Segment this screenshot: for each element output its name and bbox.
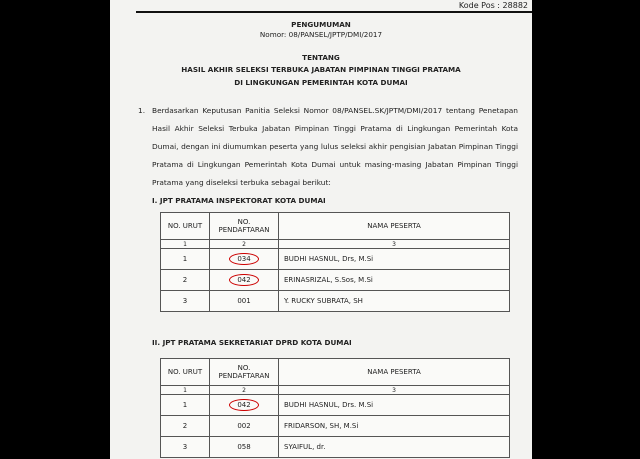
subject-line-1: HASIL AKHIR SELEKSI TERBUKA JABATAN PIMPINAN TINGGI PRATAMA (181, 65, 461, 74)
header-divider (136, 11, 532, 13)
table-row (161, 270, 510, 291)
section-2-heading: II. JPT PRATAMA SEKRETARIAT DPRD KOTA DUMAI (152, 338, 352, 347)
circled-reg-number: 042 (229, 399, 258, 411)
row-name: BUDHI HASNUL, Drs, M.Si (279, 249, 510, 270)
row-no: 3 (161, 437, 210, 458)
col-index: 2 (210, 386, 279, 395)
row-no: 1 (161, 249, 210, 270)
row-no: 1 (161, 395, 210, 416)
paragraph-number: 1. (138, 106, 146, 115)
table-row (161, 416, 510, 437)
row-name: ERINASRIZAL, S.Sos, M.Si (279, 270, 510, 291)
col-index: 3 (279, 386, 510, 395)
subject-line-2: DI LINGKUNGAN PEMERINTAH KOTA DUMAI (234, 78, 408, 87)
table-row (161, 395, 510, 416)
tentang-label: TENTANG (302, 53, 340, 62)
row-name: Y. RUCKY SUBRATA, SH (279, 291, 510, 312)
circled-reg-number: 034 (229, 253, 258, 265)
section-1-heading: I. JPT PRATAMA INSPEKTORAT KOTA DUMAI (152, 196, 326, 205)
row-reg: 002 (210, 416, 279, 437)
table-row (161, 437, 510, 458)
col-no-urut: NO. URUT (161, 213, 210, 240)
row-reg: 001 (210, 291, 279, 312)
row-name: SYAIFUL, dr. (279, 437, 510, 458)
col-nama: NAMA PESERTA (279, 213, 510, 240)
paragraph-1 (138, 102, 518, 192)
col-no-pendaftaran: NO. PENDAFTARAN (210, 359, 279, 386)
postal-code: Kode Pos : 28882 (458, 1, 528, 10)
circled-reg-number: 042 (229, 274, 258, 286)
row-no: 3 (161, 291, 210, 312)
col-index: 2 (210, 240, 279, 249)
col-index: 1 (161, 386, 210, 395)
col-no-pendaftaran: NO. PENDAFTARAN (210, 213, 279, 240)
table-row (161, 249, 510, 270)
paragraph-text: Berdasarkan Keputusan Panitia Seleksi Nomor 08/PANSEL.SK/JPTM/DMI/2017 tentang Penetapan Hasil Akhir Seleksi Terbuka Jabatan Pimpinan Tinggi Pratama di Lingkungan Pemerintah Kota Dumai, dengan ini diumumkan peserta yang lulus seleksi akhir pengisian Jabatan Pimpinan Tinggi Pratama di Lingkungan Pemerintah Kota Dumai untuk masing-masing Jabatan Pimpinan Tinggi Pratama yang diseleksi terbuka sebagai berikut: (152, 106, 518, 187)
row-no: 2 (161, 270, 210, 291)
col-index: 3 (279, 240, 510, 249)
section-1-table (160, 212, 510, 312)
row-no: 2 (161, 416, 210, 437)
table-row (161, 291, 510, 312)
row-name: BUDHI HASNUL, Drs. M.Si (279, 395, 510, 416)
col-no-urut: NO. URUT (161, 359, 210, 386)
section-2-table (160, 358, 510, 458)
col-index: 1 (161, 240, 210, 249)
announcement-title: PENGUMUMAN (291, 20, 351, 29)
col-nama: NAMA PESERTA (279, 359, 510, 386)
row-name: FRIDARSON, SH, M.Si (279, 416, 510, 437)
row-reg: 058 (210, 437, 279, 458)
announcement-number: Nomor: 08/PANSEL/JPTP/DMI/2017 (259, 30, 383, 39)
document-page (110, 0, 532, 459)
